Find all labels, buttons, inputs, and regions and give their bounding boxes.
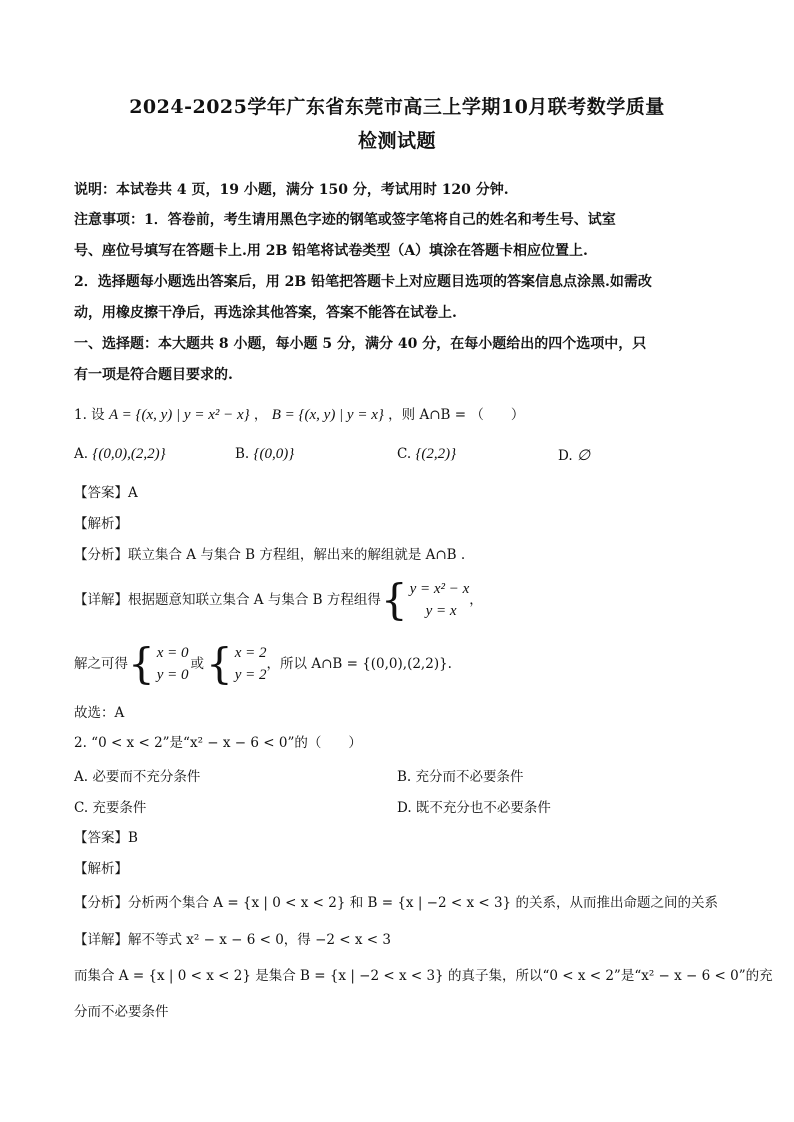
question-2-option-c: C. 充要条件 — [74, 800, 147, 816]
question-2-conclusion-line2: 分而不必要条件 — [74, 1004, 169, 1020]
question-2-option-b: B. 充分而不必要条件 — [397, 769, 524, 785]
question-1-ask: ，则 A∩B = （ ） — [388, 407, 525, 423]
question-2-fenxi: 【分析】分析两个集合 A = {x | 0 < x < 2} 和 B = {x | −2 < x < 3} 的关系，从而推出命题之间的关系 — [74, 895, 718, 911]
question-2-option-a: A. 必要而不充分条件 — [74, 769, 201, 785]
system-1-bottom: y = x — [425, 603, 457, 619]
question-1-stem — [74, 406, 724, 424]
system-3-top: x = 2 — [234, 645, 267, 661]
question-2-analysis-label: 【解析】 — [74, 861, 128, 877]
option-c-value: {(2,2)} — [415, 446, 457, 462]
question-2-conclusion-line1: 而集合 A = {x | 0 < x < 2} 是集合 B = {x | −2 < x < 3} 的真子集，所以“0 < x < 2”是“x² − x − 6 < 0”的充 — [74, 968, 773, 984]
section-heading-line2: 有一项是符合题目要求的. — [74, 367, 233, 383]
or-word: 或 — [190, 656, 205, 672]
question-1-option-b — [235, 446, 294, 463]
question-1-option-c — [397, 446, 456, 463]
question-2-option-d: D. 既不充分也不必要条件 — [397, 800, 551, 816]
solution-prefix: 解之可得 — [74, 656, 128, 672]
left-brace-icon: { — [206, 639, 233, 688]
question-1-option-a — [74, 446, 166, 463]
notice-2-line2: 动，用橡皮擦干净后，再选涂其他答案，答案不能答在试卷上. — [74, 305, 457, 321]
equation-system-3 — [206, 639, 267, 688]
notice-1-line2: 号、座位号填写在答题卡上.用 2B 铅笔将试卷类型（A）填涂在答题卡相应位置上. — [74, 243, 588, 259]
left-brace-icon: { — [380, 575, 408, 624]
question-1-analysis-label: 【解析】 — [74, 516, 128, 532]
notice-1-line1: 注意事项：1．答卷前，考生请用黑色字迹的钢笔或签字笔将自己的姓名和考生号、试室 — [74, 212, 616, 228]
question-1-option-d — [558, 446, 590, 465]
question-2-answer: 【答案】B — [74, 830, 138, 846]
system-1-tail: ， — [469, 592, 483, 608]
notice-2-line1: 2．选择题每小题选出答案后，用 2B 铅笔把答题卡上对应题目选项的答案信息点涂黑.如需改 — [74, 274, 652, 290]
section-heading-line1: 一、选择题：本大题共 8 小题，每小题 5 分，满分 40 分，在每小题给出的四个选项中，只 — [74, 336, 647, 352]
option-c-label: C. — [397, 446, 412, 462]
page-title-line2: 检测试题 — [357, 130, 436, 152]
question-1-answer: 【答案】A — [74, 485, 138, 501]
question-1-set-b: B = {(x, y) | y = x} — [271, 407, 384, 423]
option-a-label: A. — [74, 446, 89, 462]
solution-result: ，所以 A∩B = {(0,0),(2,2)}. — [266, 656, 452, 672]
system-2-top: x = 0 — [156, 645, 189, 661]
question-1-solution — [74, 640, 724, 688]
option-d-label: D. — [558, 448, 573, 464]
left-brace-icon: { — [128, 639, 155, 688]
question-1-detail — [74, 576, 724, 624]
system-1-top: y = x² − x — [409, 581, 470, 597]
system-2-bottom: y = 0 — [156, 667, 189, 683]
option-b-label: B. — [235, 446, 250, 462]
page-title-line1: 2024-2025学年广东省东莞市高三上学期10月联考数学质量 — [129, 96, 665, 118]
option-a-value: {(0,0),(2,2)} — [92, 446, 166, 462]
option-b-value: {(0,0)} — [253, 446, 295, 462]
question-1-separator: ， — [253, 407, 268, 423]
exam-description: 说明：本试卷共 4 页，19 小题，满分 150 分，考试用时 120 分钟. — [74, 182, 509, 198]
question-1-set-a: A = {(x, y) | y = x² − x} — [108, 407, 250, 423]
system-3-bottom: y = 2 — [234, 667, 267, 683]
equation-system-1 — [380, 575, 470, 624]
question-1-number: 1. 设 — [74, 407, 105, 423]
question-1-fenxi: 【分析】联立集合 A 与集合 B 方程组，解出来的解组就是 A∩B . — [74, 547, 466, 563]
question-2-detail: 【详解】解不等式 x² − x − 6 < 0，得 −2 < x < 3 — [74, 932, 391, 948]
question-1-detail-text: 【详解】根据题意知联立集合 A 与集合 B 方程组得 — [74, 592, 381, 608]
equation-system-2 — [128, 639, 189, 688]
option-d-value: ∅ — [576, 448, 591, 464]
question-2-stem: 2. “0 < x < 2”是“x² − x − 6 < 0”的（ ） — [74, 735, 362, 751]
question-1-choice: 故选：A — [74, 705, 125, 721]
